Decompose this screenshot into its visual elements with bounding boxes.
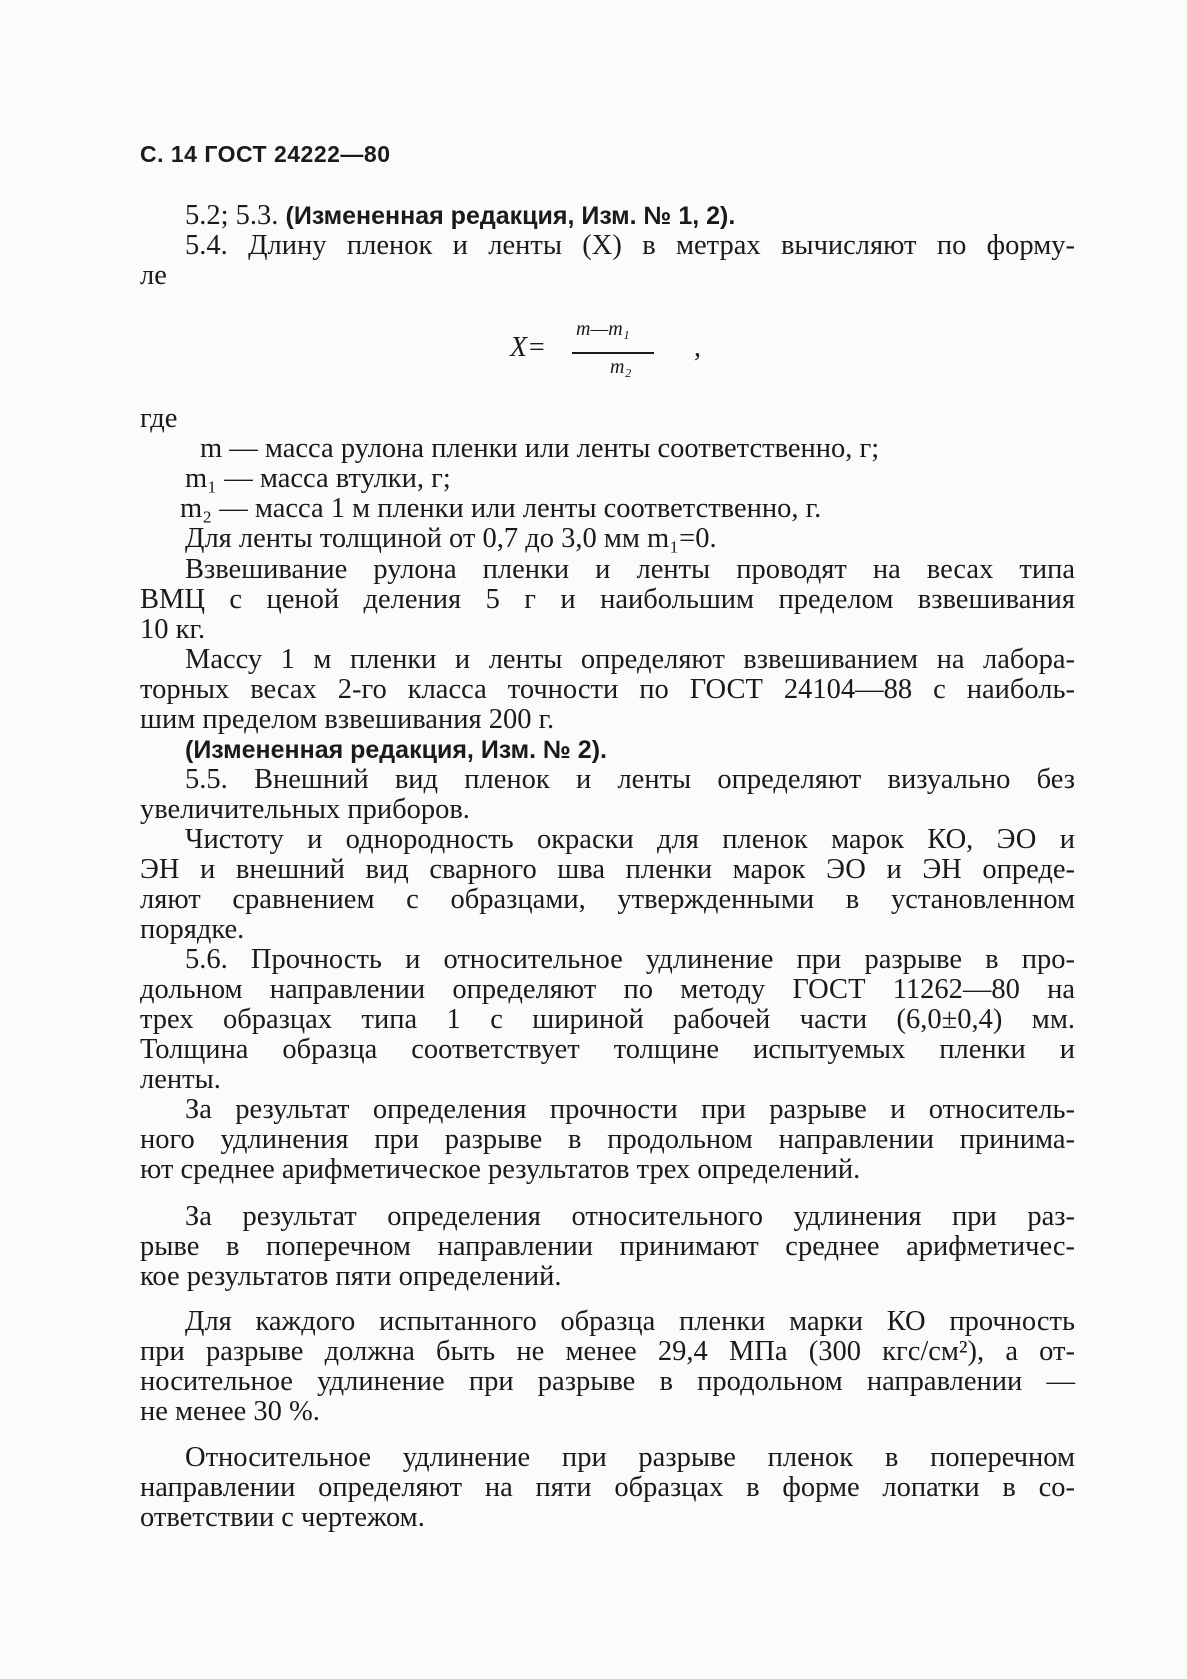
formula-comma: , bbox=[694, 332, 701, 363]
text-line: Взвешивание рулона пленки и ленты проводят на весах типа bbox=[185, 554, 1075, 585]
text-line: ного удлинения при разрыве в продольном направлении принима- bbox=[140, 1124, 1075, 1155]
amendment-note: (Измененная редакция, Изм. № 2). bbox=[185, 736, 607, 764]
formula-lhs: X= bbox=[510, 332, 546, 363]
text-line: Чистоту и однородность окраски для пленок марок КО, ЭО и bbox=[185, 824, 1075, 855]
text-line: ленты. bbox=[140, 1064, 221, 1095]
formula-denominator: m₂ bbox=[610, 356, 632, 378]
text-line: носительное удлинение при разрыве в продольном направлении — bbox=[140, 1366, 1075, 1397]
text-line: ляют сравнением с образцами, утвержденными в установленном bbox=[140, 884, 1075, 915]
text-line: Относительное удлинение при разрыве пленок в поперечном bbox=[185, 1442, 1075, 1473]
text-line: не менее 30 %. bbox=[140, 1396, 320, 1427]
text-line: ВМЦ с ценой деления 5 г и наибольшим пределом взвешивания bbox=[140, 584, 1075, 615]
text-line: Для каждого испытанного образца пленки марки КО прочность bbox=[185, 1306, 1075, 1337]
text-line: Массу 1 м пленки и ленты определяют взвешиванием на лабора- bbox=[185, 644, 1075, 675]
text-line: m₁ — масса втулки, г; bbox=[185, 463, 451, 494]
length-formula bbox=[510, 318, 710, 388]
amendment-note: (Измененная редакция, Изм. № 1, 2). bbox=[285, 202, 736, 230]
text-line: 5.6. Прочность и относительное удлинение при разрыве в про- bbox=[185, 944, 1075, 975]
formula-numerator: m—m₁ bbox=[576, 318, 630, 340]
text-line: кое результатов пяти определений. bbox=[140, 1261, 562, 1292]
text-line: порядке. bbox=[140, 914, 245, 945]
text-line: направлении определяют на пяти образцах в форме лопатки в со- bbox=[140, 1472, 1075, 1503]
text-line: Для ленты толщиной от 0,7 до 3,0 мм m₁=0. bbox=[185, 523, 717, 554]
text-line: 5.5. Внешний вид пленок и ленты определяют визуально без bbox=[185, 764, 1075, 795]
text-line: m₂ — масса 1 м пленки или ленты соответственно, г. bbox=[180, 493, 822, 524]
text-line: при разрыве должна быть не менее 29,4 МПа (300 кгс/см²), а от- bbox=[140, 1336, 1075, 1367]
page-header: С. 14 ГОСТ 24222—80 bbox=[140, 141, 391, 167]
text-line: Толщина образца соответствует толщине испытуемых пленки и bbox=[140, 1034, 1075, 1065]
text-line: рыве в поперечном направлении принимают среднее арифметичес- bbox=[140, 1231, 1075, 1262]
text-line: увеличительных приборов. bbox=[140, 794, 470, 825]
text-line: 5.4. Длину пленок и ленты (X) в метрах вычисляют по форму- bbox=[185, 230, 1075, 261]
text-line: m — масса рулона пленки или ленты соответственно, г; bbox=[200, 433, 880, 464]
text-line: ют среднее арифметическое результатов трех определений. bbox=[140, 1154, 861, 1185]
fraction-bar bbox=[572, 352, 654, 354]
text-line: трех образцах типа 1 с шириной рабочей части (6,0±0,4) мм. bbox=[140, 1004, 1075, 1035]
text-line: торных весах 2-го класса точности по ГОСТ 24104—88 с наиболь- bbox=[140, 674, 1075, 705]
text-line: За результат определения прочности при разрыве и относитель- bbox=[185, 1094, 1075, 1125]
text-line: ЭН и внешний вид сварного шва пленки марок ЭО и ЭН опреде- bbox=[140, 854, 1075, 885]
text-line: шим пределом взвешивания 200 г. bbox=[140, 704, 555, 735]
text-line: За результат определения относительного удлинения при раз- bbox=[185, 1201, 1075, 1232]
text-line: 10 кг. bbox=[140, 614, 206, 645]
line-prefix: 5.2; 5.3. bbox=[185, 200, 286, 231]
text-line: ле bbox=[140, 260, 167, 291]
text-line: где bbox=[140, 403, 178, 434]
text-line: ответствии с чертежом. bbox=[140, 1502, 425, 1533]
text-line: дольном направлении определяют по методу ГОСТ 11262—80 на bbox=[140, 974, 1075, 1005]
